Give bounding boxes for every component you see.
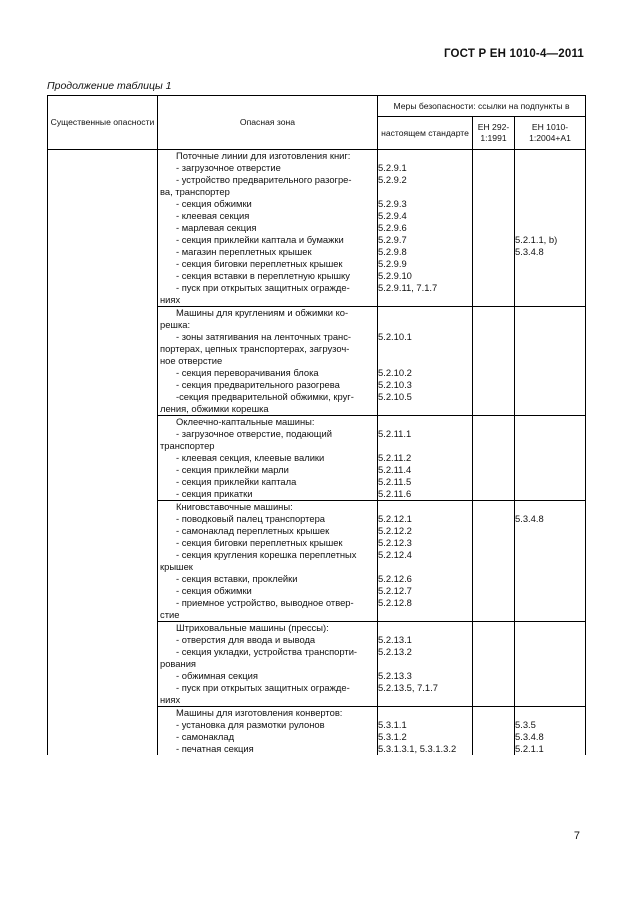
reference-en1010 [515,367,585,379]
zone-line: - отверстия для ввода и вывода [176,634,316,645]
zone-cell [158,150,378,307]
zone-line: ниях [160,694,181,705]
page-number: 7 [573,830,580,842]
col-header-en1010: ЕН 1010-1:2004+A1 [515,117,586,150]
zone-line: - устройство предварительного разогре- [176,174,352,185]
reference: 5.3.1.3.1, 5.3.1.3.2 [378,743,457,754]
zone-line: - самонаклад [176,731,235,742]
reference-en1010 [515,294,585,306]
reference: 5.2.11.6 [378,488,412,499]
zone-line: - секция переворачивания блока [176,367,319,378]
zone-cell [158,622,378,707]
zone-line: - секция вставки, проклейки [176,573,298,584]
reference-en1010 [515,440,585,452]
zone-line: - печатная секция [176,743,254,754]
col-header-hazards: Существенные опасности [48,96,158,150]
reference-en1010 [515,646,585,658]
zone-line: - секция вставки в переплетную крышку [176,270,350,281]
en1010-cell [515,622,586,707]
zone-title: Книговставочные машины: [176,501,293,512]
reference: 5.2.12.4 [378,549,412,560]
zone-line: - секция обжимки [176,585,252,596]
this-standard-cell [378,622,473,707]
reference [378,622,472,634]
zone-line: крышек [160,561,193,572]
zone-line: - секция биговки переплетных крышек [176,258,343,269]
zone-title: Машины для круглениям и обжимки ко- [176,307,349,318]
zone-line: ниях [160,294,181,305]
reference: 5.2.13.3 [378,670,412,681]
reference: 5.2.13.2 [378,646,412,657]
zone-line: - секция приклейки каптала и бумажки [176,234,344,245]
reference-en1010 [515,609,585,621]
zone-line: - секция кругления корешка переплетных [176,549,357,560]
reference: 5.2.12.7 [378,585,412,596]
zone-line: - секция прикатки [176,488,253,499]
zone-cell [158,307,378,416]
reference-en1010: 5.2.1.1, b) [515,234,558,245]
en292-cell [473,707,515,756]
reference: 5.2.10.2 [378,367,412,378]
en292-cell [473,416,515,501]
zone-line: ва, транспортер [160,186,230,197]
reference: 5.2.9.4 [378,210,407,221]
zone-title: Поточные линии для изготовления книг: [176,150,351,161]
col-header-this-standard: настоящем стандарте [378,117,473,150]
zone-line: решка: [160,319,191,330]
reference-en1010 [515,452,585,464]
reference-en1010 [515,174,585,186]
reference-en1010 [515,391,585,403]
reference: 5.2.9.9 [378,258,407,269]
zone-line: - магазин переплетных крышек [176,246,312,257]
en292-cell [473,307,515,416]
reference: 5.2.9.6 [378,222,407,233]
reference [378,440,472,452]
zone-line: - загрузочное отверстие [176,162,281,173]
reference: 5.2.10.1 [378,331,412,342]
zone-cell [158,501,378,622]
zone-line: - секция укладки, устройства транспорти- [176,646,358,657]
en292-cell [473,622,515,707]
zone-line: - клеевая секция, клеевые валики [176,452,325,463]
this-standard-cell [378,707,473,756]
col-header-measures: Меры безопасности: ссылки на подпункты в [378,96,586,117]
en292-cell [473,150,515,307]
col-header-en292: ЕН 292-1:1991 [473,117,515,150]
reference-en1010 [515,150,585,162]
reference-en1010 [515,707,585,719]
zone-line: - самонаклад переплетных крышек [176,525,330,536]
zone-line: - установка для размотки рулонов [176,719,325,730]
reference [378,416,472,428]
this-standard-cell [378,501,473,622]
reference-en1010 [515,222,585,234]
reference-en1010 [515,501,585,513]
zone-line: - загрузочное отверстие, подающий [176,428,332,439]
zone-cell [158,416,378,501]
reference-en1010 [515,549,585,561]
zone-line: - секция предварительного разогрева [176,379,340,390]
reference: 5.2.9.3 [378,198,407,209]
reference-en1010: 5.3.4.8 [515,731,544,742]
reference-en1010 [515,597,585,609]
reference: 5.2.13.1 [378,634,412,645]
zone-line: стие [160,609,180,620]
reference-en1010 [515,343,585,355]
reference [378,186,472,198]
zone-line: - зоны затягивания на ленточных транс- [176,331,352,342]
this-standard-cell [378,307,473,416]
reference-en1010: 5.3.4.8 [515,246,544,257]
zone-line: - пуск при открытых защитных огражде- [176,682,350,693]
reference-en1010 [515,682,585,694]
en1010-cell [515,707,586,756]
reference [378,150,472,162]
reference: 5.2.9.11, 7.1.7 [378,282,438,293]
reference-en1010 [515,186,585,198]
zone-line: - обжимная секция [176,670,258,681]
reference: 5.2.12.1 [378,513,412,524]
reference: 5.2.12.6 [378,573,412,584]
reference [378,501,472,513]
zone-title: Оклеечно-каптальные машины: [176,416,315,427]
hazards-cell [48,150,158,756]
reference-en1010 [515,573,585,585]
reference: 5.3.1.1 [378,719,407,730]
reference-en1010 [515,210,585,222]
reference: 5.2.10.3 [378,379,412,390]
reference-en1010 [515,403,585,415]
reference-en1010 [515,307,585,319]
zone-line: ное отверстие [160,355,223,366]
reference-en1010 [515,270,585,282]
reference: 5.2.10.5 [378,391,412,402]
reference [378,707,472,719]
hazards-table [47,95,586,755]
reference: 5.2.11.4 [378,464,412,475]
reference [378,355,472,367]
reference: 5.2.11.2 [378,452,412,463]
reference-en1010 [515,162,585,174]
table-caption: Продолжение таблицы 1 [47,80,172,92]
en1010-cell [515,416,586,501]
reference-en1010 [515,488,585,500]
reference-en1010 [515,658,585,670]
reference-en1010 [515,198,585,210]
reference-en1010 [515,331,585,343]
this-standard-cell [378,416,473,501]
zone-line: - секция биговки переплетных крышек [176,537,343,548]
reference: 5.2.12.3 [378,537,412,548]
reference-en1010 [515,537,585,549]
reference-en1010 [515,694,585,706]
reference-en1010 [515,670,585,682]
zone-line: - секция обжимки [176,198,252,209]
zone-line: - поводковый палец транспортера [176,513,326,524]
zone-line: - приемное устройство, выводное отвер- [176,597,354,608]
reference-en1010 [515,561,585,573]
reference: 5.2.11.1 [378,428,412,439]
zone-line: - марлевая секция [176,222,257,233]
zone-line: - клеевая секция [176,210,250,221]
zone-line: транспортер [160,440,215,451]
reference: 5.2.9.2 [378,174,407,185]
reference: 5.2.9.8 [378,246,407,257]
reference [378,658,472,670]
zone-cell [158,707,378,756]
reference: 5.3.1.2 [378,731,407,742]
en1010-cell [515,501,586,622]
reference-en1010 [515,585,585,597]
en1010-cell [515,307,586,416]
reference: 5.2.9.7 [378,234,407,245]
zone-line: -секция предварительной обжимки, круг- [176,391,354,402]
reference-en1010 [515,622,585,634]
reference [378,294,472,306]
reference [378,561,472,573]
reference: 5.2.12.8 [378,597,412,608]
reference [378,307,472,319]
reference: 5.2.13.5, 7.1.7 [378,682,438,693]
zone-line: ления, обжимки корешка [160,403,269,414]
reference-en1010: 5.3.5 [515,719,536,730]
reference-en1010: 5.3.4.8 [515,513,544,524]
reference-en1010 [515,258,585,270]
reference: 5.2.9.10 [378,270,412,281]
reference-en1010 [515,416,585,428]
table-row [48,150,586,307]
reference-en1010 [515,355,585,367]
reference [378,694,472,706]
zone-line: - секция приклейки каптала [176,476,297,487]
table-header-row [48,96,586,117]
reference [378,403,472,415]
reference: 5.2.11.5 [378,476,412,487]
zone-title: Машины для изготовления конвертов: [176,707,343,718]
this-standard-cell [378,150,473,307]
zone-line: - пуск при открытых защитных огражде- [176,282,350,293]
reference-en1010 [515,476,585,488]
reference-en1010: 5.2.1.1 [515,743,544,754]
en292-cell [473,501,515,622]
reference: 5.2.12.2 [378,525,412,536]
reference: 5.2.9.1 [378,162,407,173]
zone-line: - секция приклейки марли [176,464,289,475]
reference-en1010 [515,464,585,476]
reference [378,319,472,331]
reference-en1010 [515,282,585,294]
reference-en1010 [515,634,585,646]
zone-line: портерах, цепных транспортерах, загрузоч- [160,343,350,354]
en1010-cell [515,150,586,307]
standard-designation: ГОСТ Р ЕН 1010-4—2011 [443,48,584,60]
col-header-zone: Опасная зона [158,96,378,150]
zone-title: Штриховальные машины (прессы): [176,622,329,633]
zone-line: рования [160,658,197,669]
reference-en1010 [515,379,585,391]
reference-en1010 [515,525,585,537]
reference [378,343,472,355]
reference-en1010 [515,319,585,331]
reference-en1010 [515,428,585,440]
reference [378,609,472,621]
